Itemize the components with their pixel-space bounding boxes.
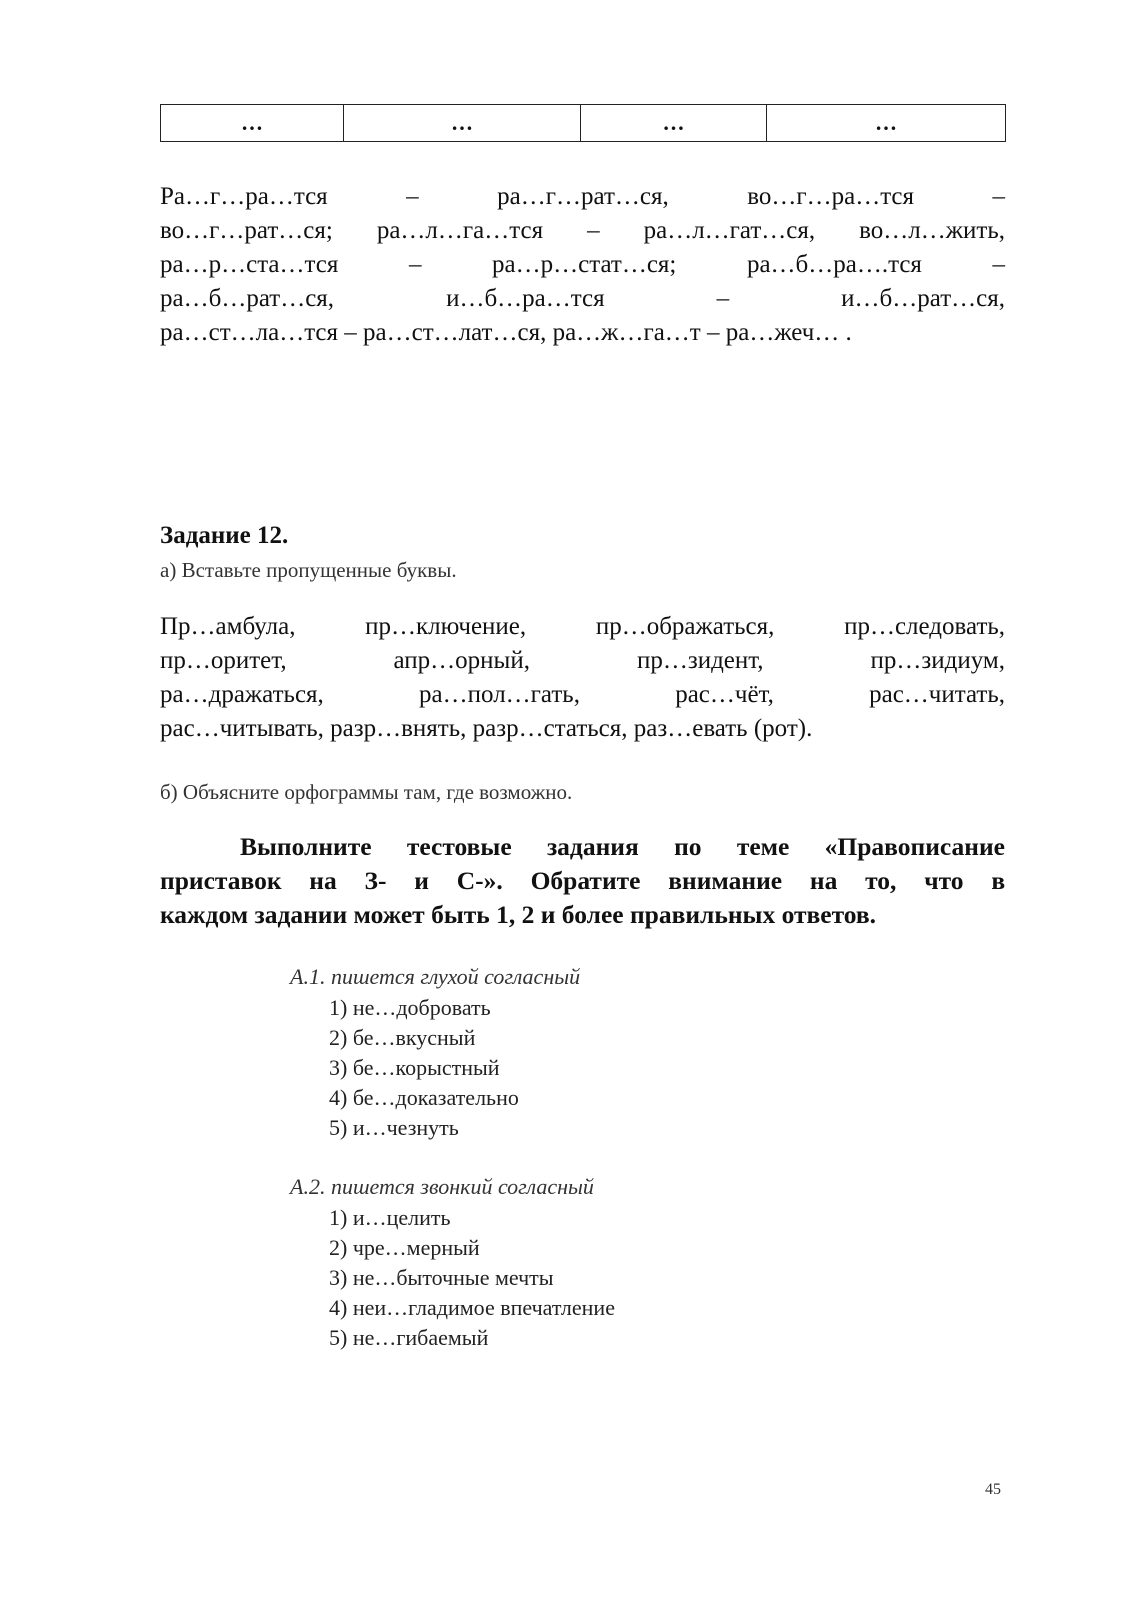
option-item: 1) не…добровать — [329, 995, 491, 1020]
option-item: 5) не…гибаемый — [329, 1325, 489, 1350]
word: ра…б…ра….тся — [746, 251, 922, 278]
word: и — [414, 866, 429, 895]
answer-table — [160, 104, 1006, 142]
word: задания — [546, 832, 639, 861]
paragraph-line: ра…ст…ла…тся – ра…ст…лат…ся, ра…ж…га…т – ра…жеч… . — [160, 319, 852, 346]
question-a2-title: А.2. пишется звонкий согласный — [290, 1174, 594, 1199]
word: – — [587, 217, 600, 244]
word: на — [309, 866, 337, 895]
option-item: 4) бе…доказательно — [329, 1085, 519, 1110]
word: З- — [364, 866, 387, 895]
word: по — [674, 832, 702, 861]
word: Обратите — [530, 866, 641, 895]
word: ра…р…стат…ся; — [492, 251, 677, 278]
option-item: 5) и…чезнуть — [329, 1115, 459, 1140]
word: – — [992, 251, 1006, 278]
task-12-title: Задание 12. — [160, 522, 289, 549]
task-12-paragraph — [160, 610, 1005, 746]
paragraph-line: рас…читывать, разр…внять, разр…статься, раз…евать (рот). — [160, 715, 813, 742]
word: ра…пол…гать, — [419, 681, 580, 708]
word: то, — [865, 866, 897, 895]
word: Выполните — [240, 832, 372, 861]
option-item: 2) чре…мерный — [329, 1235, 480, 1260]
word: приставок — [160, 866, 282, 895]
word: Пр…амбула, — [160, 613, 296, 640]
word: ра…р…ста…тся — [160, 251, 339, 278]
question-a1-title: А.1. пишется глухой согласный — [290, 964, 581, 989]
word: в — [991, 866, 1006, 895]
word: – — [716, 285, 730, 312]
paragraph-line — [160, 282, 1005, 316]
word: тестовые — [406, 832, 512, 861]
word: «Правописание — [824, 832, 1005, 861]
question-a2-options — [329, 1203, 615, 1353]
word: внимание — [668, 866, 783, 895]
paragraph-line — [160, 610, 1005, 644]
word: рас…чёт, — [675, 681, 774, 708]
option-item: 3) не…быточные мечты — [329, 1265, 554, 1290]
word: ра…дражаться, — [160, 681, 324, 708]
option-item: 3) бе…корыстный — [329, 1055, 500, 1080]
paragraph-line — [160, 678, 1005, 712]
word: Ра…г…ра…тся — [160, 183, 328, 210]
word: ра…б…рат…ся, — [160, 285, 335, 312]
word: во…г…ра…тся — [747, 183, 915, 210]
option-item: 4) неи…гладимое впечатление — [329, 1295, 615, 1320]
paragraph-line — [160, 248, 1005, 282]
word: и…б…ра…тся — [446, 285, 605, 312]
task-12-instruction-a: а) Вставьте пропущенные буквы. — [160, 558, 457, 582]
word: пр…зидент, — [636, 647, 764, 674]
paragraph-line — [160, 214, 1005, 248]
question-a1-options — [329, 993, 519, 1143]
word: что — [924, 866, 964, 895]
paragraph-line — [160, 830, 1005, 864]
page-number: 45 — [985, 1481, 1001, 1498]
task-12-instruction-b: б) Объясните орфограммы там, где возможно. — [160, 780, 573, 804]
word: С-». — [456, 866, 503, 895]
word: ра…л…га…тся — [376, 217, 544, 244]
option-item: 1) и…целить — [329, 1205, 451, 1230]
paragraph-line — [160, 180, 1005, 214]
word: во…г…рат…ся; — [160, 217, 333, 244]
word: пр…зидиум, — [870, 647, 1005, 674]
exercise-paragraph-1 — [160, 180, 1005, 350]
word: – — [408, 251, 422, 278]
word: ра…л…гат…ся, — [643, 217, 816, 244]
table-cell: … — [581, 105, 767, 141]
table-cell: … — [344, 105, 581, 141]
word: – — [992, 183, 1006, 210]
paragraph-line — [160, 644, 1005, 678]
word: пр…ображаться, — [595, 613, 775, 640]
word: на — [809, 866, 838, 895]
word: пр…оритет, — [160, 647, 287, 674]
paragraph-line: каждом задании может быть 1, 2 и более правильных ответов. — [160, 900, 877, 929]
word: пр…следовать, — [844, 613, 1006, 640]
option-item: 2) бе…вкусный — [329, 1025, 476, 1050]
word: апр…орный, — [393, 647, 530, 674]
test-intro — [160, 830, 1005, 932]
paragraph-line — [160, 864, 1005, 898]
word: во…л…жить, — [859, 217, 1006, 244]
word: теме — [736, 832, 790, 861]
table-cell: … — [161, 105, 344, 141]
word: ра…г…рат…ся, — [497, 183, 669, 210]
word: рас…читать, — [869, 681, 1005, 708]
word: пр…ключение, — [365, 613, 527, 640]
word: – — [406, 183, 419, 210]
table-cell: … — [875, 110, 897, 135]
word: и…б…рат…ся, — [841, 285, 1005, 312]
